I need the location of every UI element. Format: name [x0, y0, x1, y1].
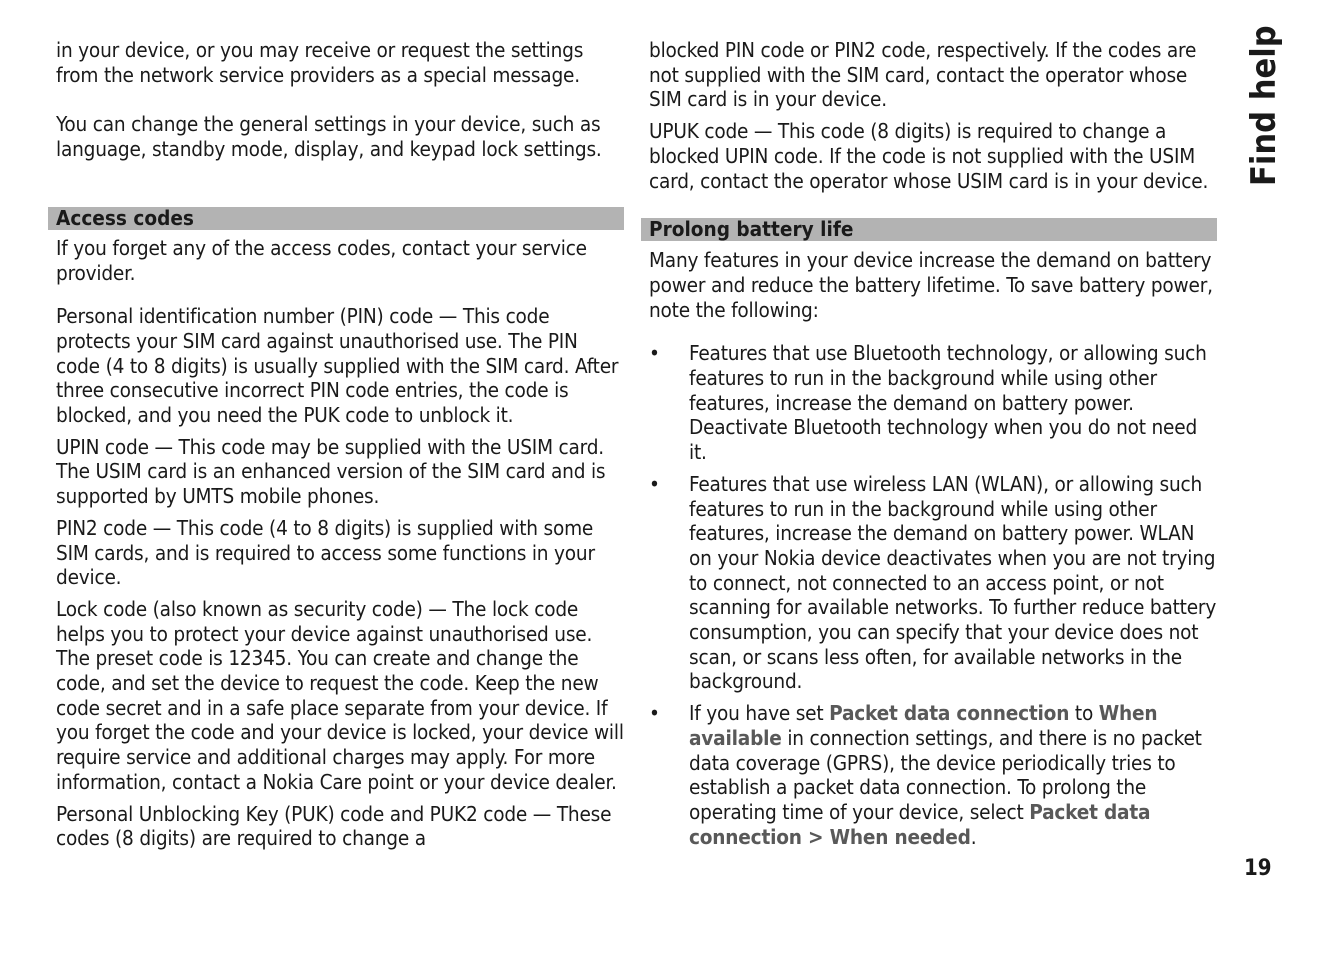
pin2-code-paragraph: PIN2 code — This code (4 to 8 digits) is supplied with some SIM cards, and is required to access some functions in your device. — [56, 515, 595, 590]
bullet-text-part: in connection settings, and there is no packet data coverage (GPRS), the device periodically tries to establish a packet data connection. To prolong the operating time of your device, select — [689, 725, 1202, 824]
list-item — [641, 341, 1217, 465]
ui-term-packet-data-connection: Packet data connection — [689, 799, 1151, 849]
list-item — [641, 701, 1217, 849]
intro-paragraph-2: You can change the general settings in your device, such as language, standby mode, display, and keypad lock settings. — [56, 112, 602, 162]
battery-heading: Prolong battery life — [641, 218, 1217, 241]
right-column — [641, 38, 1217, 856]
ui-term-when-needed: When needed — [829, 824, 971, 849]
bullet-text: Features that use wireless LAN (WLAN), or allowing such features to run in the background while using other features, increase the demand on battery power. WLAN on your Nokia device deactivates when you are not trying to connect, not connected to an access point, or not scanning for available networks. To further reduce battery consumption, you can specify that your device does not scan, or scans less often, for available networks in the background. — [689, 471, 1217, 694]
bullet-text-part: If you have set — [689, 701, 830, 726]
list-item — [641, 472, 1217, 694]
intro-paragraph-1: in your device, or you may receive or request the settings from the network service providers as a special message. — [56, 38, 584, 87]
puk-code-paragraph: Personal Unblocking Key (PUK) code and PUK2 code — These codes (8 digits) are required to change a — [56, 801, 612, 851]
access-codes-heading: Access codes — [48, 207, 624, 230]
battery-tips-list — [641, 341, 1217, 849]
page-number: 19 — [1244, 856, 1272, 881]
access-codes-intro: If you forget any of the access codes, contact your service provider. — [56, 235, 587, 285]
ui-term-when-available: When available — [689, 701, 1158, 750]
left-column — [48, 38, 624, 851]
pin-code-paragraph: Personal identification number (PIN) code — This code protects your SIM card against unauthorised use. The PIN code (4 to 8 digits) is usually supplied with the SIM card. After three consecutive incorrect PIN code entries, the code is blocked, and you need the PUK code to unblock it. — [56, 304, 619, 428]
battery-intro: Many features in your device increase the demand on battery power and reduce the battery lifetime. To save battery power, note the following: — [649, 248, 1213, 322]
lock-code-paragraph: Lock code (also known as security code) — The lock code helps you to protect your device against unauthorised use. The preset code is 12345. You can create and change the code, and set the device to request the code. Keep the new code secret and in a safe place separate from your device. If you forget the code and your device is locked, your device will require service and additional charges may apply. For more information, contact a Nokia Care point or your device dealer. — [56, 596, 624, 794]
bullet-icon: • — [649, 471, 660, 496]
bullet-icon: • — [649, 341, 660, 366]
bullet-icon: • — [649, 701, 660, 726]
puk-continued-paragraph: blocked PIN code or PIN2 code, respectively. If the codes are not supplied with the SIM card, contact the operator whose SIM card is in your device. — [649, 38, 1197, 112]
bullet-text-part: to — [1069, 701, 1099, 726]
bullet-text: Features that use Bluetooth technology, or allowing such features to run in the background while using other features, increase the demand on battery power. Deactivate Bluetooth technology when you do not need it. — [689, 341, 1207, 465]
bullet-text-part: . — [970, 824, 977, 849]
upin-code-paragraph: UPIN code — This code may be supplied with the USIM card. The USIM card is an enhanced version of the SIM card and is supported by UMTS mobile phones. — [56, 434, 606, 509]
upuk-code-paragraph: UPUK code — This code (8 digits) is required to change a blocked UPIN code. If the code is not supplied with the USIM card, contact the operator whose USIM card is in your device. — [649, 119, 1209, 193]
menu-path-separator: > — [801, 824, 830, 849]
section-tab-label: Find help — [1244, 25, 1284, 186]
ui-term-packet-data-connection: Packet data connection — [829, 701, 1070, 726]
